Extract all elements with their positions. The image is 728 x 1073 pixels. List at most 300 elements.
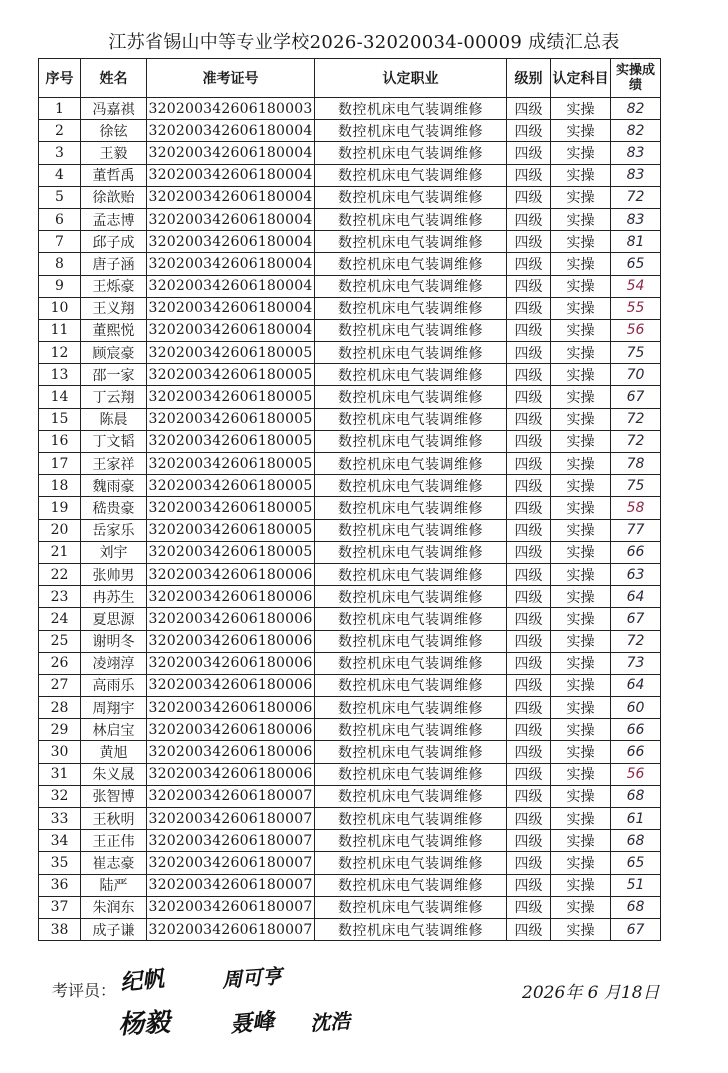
table-row — [39, 697, 661, 719]
cell-level: 四级 — [507, 608, 551, 630]
cell-occupation: 数控机床电气装调维修 — [315, 719, 507, 741]
table-row — [39, 453, 661, 475]
table-row — [39, 874, 661, 896]
cell-occupation: 数控机床电气装调维修 — [315, 785, 507, 807]
cell-occupation: 数控机床电气装调维修 — [315, 874, 507, 896]
cell-exam-no: 320200342606180006 — [147, 719, 315, 741]
cell-name: 王家祥 — [81, 453, 147, 475]
cell-occupation: 数控机床电气装调维修 — [315, 164, 507, 186]
table-row — [39, 808, 661, 830]
cell-score: 66 — [611, 741, 661, 763]
cell-name: 董哲禹 — [81, 164, 147, 186]
cell-occupation: 数控机床电气装调维修 — [315, 342, 507, 364]
cell-exam-no: 320200342606180005 — [147, 475, 315, 497]
table-row — [39, 674, 661, 696]
cell-score: 55 — [611, 297, 661, 319]
cell-name: 王义翔 — [81, 297, 147, 319]
cell-level: 四级 — [507, 874, 551, 896]
cell-exam-no: 320200342606180007 — [147, 918, 315, 940]
cell-subject: 实操 — [551, 342, 611, 364]
cell-subject: 实操 — [551, 297, 611, 319]
table-row — [39, 586, 661, 608]
cell-subject: 实操 — [551, 652, 611, 674]
cell-level: 四级 — [507, 142, 551, 164]
cell-score: 75 — [611, 342, 661, 364]
examiner-signature-3: 杨毅 — [117, 1007, 171, 1041]
cell-name: 徐歆贻 — [81, 186, 147, 208]
cell-name: 孟志博 — [81, 208, 147, 230]
header-level: 级别 — [507, 59, 551, 98]
table-body — [39, 98, 661, 941]
cell-seq: 9 — [39, 275, 81, 297]
cell-seq: 26 — [39, 652, 81, 674]
cell-level: 四级 — [507, 364, 551, 386]
table-row — [39, 186, 661, 208]
cell-exam-no: 320200342606180005 — [147, 430, 315, 452]
cell-seq: 1 — [39, 98, 81, 120]
cell-level: 四级 — [507, 896, 551, 918]
cell-score: 60 — [611, 697, 661, 719]
cell-occupation: 数控机床电气装调维修 — [315, 297, 507, 319]
cell-score: 78 — [611, 453, 661, 475]
cell-seq: 15 — [39, 408, 81, 430]
cell-seq: 30 — [39, 741, 81, 763]
cell-exam-no: 320200342606180007 — [147, 830, 315, 852]
cell-score: 83 — [611, 164, 661, 186]
cell-seq: 13 — [39, 364, 81, 386]
cell-occupation: 数控机床电气装调维修 — [315, 364, 507, 386]
cell-exam-no: 320200342606180006 — [147, 697, 315, 719]
cell-name: 魏雨豪 — [81, 475, 147, 497]
cell-subject: 实操 — [551, 830, 611, 852]
header-name: 姓名 — [81, 59, 147, 98]
table-row — [39, 896, 661, 918]
cell-exam-no: 320200342606180006 — [147, 630, 315, 652]
cell-name: 冯嘉祺 — [81, 98, 147, 120]
cell-exam-no: 320200342606180006 — [147, 763, 315, 785]
cell-exam-no: 320200342606180004 — [147, 297, 315, 319]
cell-name: 徐铉 — [81, 120, 147, 142]
cell-subject: 实操 — [551, 697, 611, 719]
cell-subject: 实操 — [551, 674, 611, 696]
cell-occupation: 数控机床电气装调维修 — [315, 142, 507, 164]
cell-score: 66 — [611, 541, 661, 563]
cell-occupation: 数控机床电气装调维修 — [315, 453, 507, 475]
table-row — [39, 563, 661, 585]
cell-score: 81 — [611, 231, 661, 253]
cell-name: 成子谦 — [81, 918, 147, 940]
cell-seq: 2 — [39, 120, 81, 142]
cell-occupation: 数控机床电气装调维修 — [315, 208, 507, 230]
table-row — [39, 364, 661, 386]
cell-level: 四级 — [507, 386, 551, 408]
cell-name: 董熙悦 — [81, 319, 147, 341]
cell-subject: 实操 — [551, 120, 611, 142]
cell-occupation: 数控机床电气装调维修 — [315, 231, 507, 253]
cell-score: 56 — [611, 763, 661, 785]
cell-subject: 实操 — [551, 186, 611, 208]
cell-exam-no: 320200342606180007 — [147, 785, 315, 807]
cell-level: 四级 — [507, 830, 551, 852]
cell-score: 72 — [611, 408, 661, 430]
cell-level: 四级 — [507, 408, 551, 430]
signing-date: 2026年 6 月18日 — [522, 983, 660, 1003]
cell-occupation: 数控机床电气装调维修 — [315, 852, 507, 874]
cell-occupation: 数控机床电气装调维修 — [315, 674, 507, 696]
cell-occupation: 数控机床电气装调维修 — [315, 120, 507, 142]
cell-exam-no: 320200342606180007 — [147, 896, 315, 918]
cell-occupation: 数控机床电气装调维修 — [315, 896, 507, 918]
cell-exam-no: 320200342606180006 — [147, 608, 315, 630]
cell-score: 83 — [611, 208, 661, 230]
table-row — [39, 652, 661, 674]
cell-level: 四级 — [507, 697, 551, 719]
table-row — [39, 918, 661, 940]
table-row — [39, 519, 661, 541]
cell-occupation: 数控机床电气装调维修 — [315, 319, 507, 341]
cell-exam-no: 320200342606180006 — [147, 586, 315, 608]
cell-exam-no: 320200342606180004 — [147, 164, 315, 186]
cell-name: 张帅男 — [81, 563, 147, 585]
cell-level: 四级 — [507, 453, 551, 475]
cell-occupation: 数控机床电气装调维修 — [315, 697, 507, 719]
cell-seq: 37 — [39, 896, 81, 918]
cell-level: 四级 — [507, 519, 551, 541]
cell-score: 66 — [611, 719, 661, 741]
cell-name: 夏思源 — [81, 608, 147, 630]
cell-occupation: 数控机床电气装调维修 — [315, 741, 507, 763]
cell-subject: 实操 — [551, 741, 611, 763]
cell-seq: 24 — [39, 608, 81, 630]
cell-level: 四级 — [507, 319, 551, 341]
header-seq: 序号 — [39, 59, 81, 98]
cell-seq: 31 — [39, 763, 81, 785]
cell-exam-no: 320200342606180005 — [147, 342, 315, 364]
table-header-row — [39, 59, 661, 98]
cell-score: 82 — [611, 120, 661, 142]
cell-occupation: 数控机床电气装调维修 — [315, 475, 507, 497]
cell-level: 四级 — [507, 630, 551, 652]
cell-subject: 实操 — [551, 785, 611, 807]
cell-subject: 实操 — [551, 319, 611, 341]
cell-score: 61 — [611, 808, 661, 830]
cell-name: 刘宇 — [81, 541, 147, 563]
cell-score: 56 — [611, 319, 661, 341]
cell-score: 58 — [611, 497, 661, 519]
cell-score: 65 — [611, 852, 661, 874]
cell-name: 王正伟 — [81, 830, 147, 852]
cell-name: 嵇贵豪 — [81, 497, 147, 519]
cell-exam-no: 320200342606180004 — [147, 120, 315, 142]
cell-occupation: 数控机床电气装调维修 — [315, 253, 507, 275]
cell-occupation: 数控机床电气装调维修 — [315, 186, 507, 208]
cell-name: 谢明冬 — [81, 630, 147, 652]
cell-exam-no: 320200342606180006 — [147, 741, 315, 763]
table-row — [39, 430, 661, 452]
cell-score: 51 — [611, 874, 661, 896]
cell-subject: 实操 — [551, 608, 611, 630]
cell-occupation: 数控机床电气装调维修 — [315, 497, 507, 519]
table-row — [39, 231, 661, 253]
header-score: 实操成绩 — [611, 59, 661, 98]
cell-level: 四级 — [507, 120, 551, 142]
cell-name: 王烁豪 — [81, 275, 147, 297]
cell-score: 72 — [611, 186, 661, 208]
cell-subject: 实操 — [551, 231, 611, 253]
cell-level: 四级 — [507, 164, 551, 186]
cell-occupation: 数控机床电气装调维修 — [315, 275, 507, 297]
cell-name: 陈晨 — [81, 408, 147, 430]
cell-seq: 22 — [39, 563, 81, 585]
cell-subject: 实操 — [551, 586, 611, 608]
cell-subject: 实操 — [551, 408, 611, 430]
table-row — [39, 630, 661, 652]
cell-seq: 5 — [39, 186, 81, 208]
cell-exam-no: 320200342606180005 — [147, 519, 315, 541]
cell-name: 凌翊淳 — [81, 652, 147, 674]
cell-exam-no: 320200342606180005 — [147, 541, 315, 563]
cell-level: 四级 — [507, 253, 551, 275]
cell-seq: 12 — [39, 342, 81, 364]
cell-name: 邵一家 — [81, 364, 147, 386]
cell-occupation: 数控机床电气装调维修 — [315, 808, 507, 830]
cell-seq: 32 — [39, 785, 81, 807]
cell-score: 75 — [611, 475, 661, 497]
table-row — [39, 253, 661, 275]
cell-exam-no: 320200342606180003 — [147, 98, 315, 120]
examiner-signature-4: 聂峰 — [229, 1009, 276, 1038]
cell-name: 邱子成 — [81, 231, 147, 253]
examiner-signature-2: 周可亨 — [221, 963, 283, 993]
examiner-signature-1: 纪帆 — [119, 966, 166, 997]
cell-score: 67 — [611, 386, 661, 408]
cell-seq: 6 — [39, 208, 81, 230]
cell-subject: 实操 — [551, 519, 611, 541]
cell-subject: 实操 — [551, 852, 611, 874]
cell-level: 四级 — [507, 541, 551, 563]
table-row — [39, 475, 661, 497]
cell-subject: 实操 — [551, 630, 611, 652]
cell-name: 张智博 — [81, 785, 147, 807]
table-row — [39, 275, 661, 297]
cell-subject: 实操 — [551, 453, 611, 475]
cell-subject: 实操 — [551, 430, 611, 452]
cell-score: 63 — [611, 563, 661, 585]
cell-score: 64 — [611, 674, 661, 696]
cell-subject: 实操 — [551, 874, 611, 896]
cell-name: 崔志豪 — [81, 852, 147, 874]
cell-score: 68 — [611, 785, 661, 807]
cell-exam-no: 320200342606180004 — [147, 142, 315, 164]
cell-occupation: 数控机床电气装调维修 — [315, 830, 507, 852]
cell-exam-no: 320200342606180004 — [147, 231, 315, 253]
cell-seq: 21 — [39, 541, 81, 563]
cell-level: 四级 — [507, 430, 551, 452]
table-row — [39, 208, 661, 230]
cell-level: 四级 — [507, 586, 551, 608]
table-row — [39, 719, 661, 741]
cell-name: 周翔宇 — [81, 697, 147, 719]
table-row — [39, 763, 661, 785]
cell-name: 丁云翔 — [81, 386, 147, 408]
table-row — [39, 98, 661, 120]
cell-seq: 33 — [39, 808, 81, 830]
table-row — [39, 497, 661, 519]
cell-subject: 实操 — [551, 253, 611, 275]
cell-seq: 20 — [39, 519, 81, 541]
cell-occupation: 数控机床电气装调维修 — [315, 519, 507, 541]
cell-occupation: 数控机床电气装调维修 — [315, 541, 507, 563]
cell-score: 64 — [611, 586, 661, 608]
cell-seq: 3 — [39, 142, 81, 164]
cell-name: 朱润东 — [81, 896, 147, 918]
cell-subject: 实操 — [551, 142, 611, 164]
cell-seq: 10 — [39, 297, 81, 319]
cell-subject: 实操 — [551, 563, 611, 585]
cell-name: 丁文韬 — [81, 430, 147, 452]
cell-seq: 14 — [39, 386, 81, 408]
cell-subject: 实操 — [551, 918, 611, 940]
cell-seq: 8 — [39, 253, 81, 275]
cell-exam-no: 320200342606180004 — [147, 208, 315, 230]
cell-exam-no: 320200342606180006 — [147, 563, 315, 585]
cell-seq: 34 — [39, 830, 81, 852]
table-row — [39, 120, 661, 142]
cell-level: 四级 — [507, 719, 551, 741]
table-row — [39, 785, 661, 807]
cell-exam-no: 320200342606180007 — [147, 852, 315, 874]
table-row — [39, 408, 661, 430]
cell-occupation: 数控机床电气装调维修 — [315, 652, 507, 674]
cell-level: 四级 — [507, 785, 551, 807]
cell-subject: 实操 — [551, 275, 611, 297]
cell-subject: 实操 — [551, 475, 611, 497]
cell-exam-no: 320200342606180004 — [147, 253, 315, 275]
cell-score: 72 — [611, 630, 661, 652]
examiner-signature-5: 沈浩 — [309, 1008, 351, 1036]
cell-occupation: 数控机床电气装调维修 — [315, 408, 507, 430]
table-row — [39, 297, 661, 319]
cell-occupation: 数控机床电气装调维修 — [315, 608, 507, 630]
cell-exam-no: 320200342606180007 — [147, 874, 315, 896]
cell-exam-no: 320200342606180005 — [147, 453, 315, 475]
table-row — [39, 142, 661, 164]
cell-score: 82 — [611, 98, 661, 120]
header-occupation: 认定职业 — [315, 59, 507, 98]
cell-level: 四级 — [507, 98, 551, 120]
cell-level: 四级 — [507, 852, 551, 874]
cell-name: 王毅 — [81, 142, 147, 164]
cell-seq: 17 — [39, 453, 81, 475]
cell-name: 林启宝 — [81, 719, 147, 741]
cell-name: 岳家乐 — [81, 519, 147, 541]
cell-score: 72 — [611, 430, 661, 452]
cell-score: 68 — [611, 830, 661, 852]
cell-seq: 16 — [39, 430, 81, 452]
cell-level: 四级 — [507, 342, 551, 364]
cell-subject: 实操 — [551, 896, 611, 918]
cell-score: 70 — [611, 364, 661, 386]
grade-summary-table — [38, 58, 661, 941]
cell-level: 四级 — [507, 208, 551, 230]
cell-level: 四级 — [507, 563, 551, 585]
cell-score: 77 — [611, 519, 661, 541]
cell-occupation: 数控机床电气装调维修 — [315, 630, 507, 652]
cell-name: 王秋明 — [81, 808, 147, 830]
table-row — [39, 342, 661, 364]
cell-score: 83 — [611, 142, 661, 164]
cell-exam-no: 320200342606180007 — [147, 808, 315, 830]
cell-subject: 实操 — [551, 808, 611, 830]
cell-name: 黄旭 — [81, 741, 147, 763]
cell-occupation: 数控机床电气装调维修 — [315, 918, 507, 940]
table-row — [39, 386, 661, 408]
cell-seq: 18 — [39, 475, 81, 497]
cell-score: 67 — [611, 918, 661, 940]
cell-seq: 4 — [39, 164, 81, 186]
cell-level: 四级 — [507, 652, 551, 674]
cell-score: 54 — [611, 275, 661, 297]
cell-subject: 实操 — [551, 208, 611, 230]
cell-level: 四级 — [507, 497, 551, 519]
cell-seq: 35 — [39, 852, 81, 874]
cell-exam-no: 320200342606180005 — [147, 364, 315, 386]
cell-exam-no: 320200342606180005 — [147, 386, 315, 408]
cell-level: 四级 — [507, 275, 551, 297]
cell-exam-no: 320200342606180005 — [147, 497, 315, 519]
cell-subject: 实操 — [551, 541, 611, 563]
cell-exam-no: 320200342606180006 — [147, 674, 315, 696]
cell-score: 67 — [611, 608, 661, 630]
table-row — [39, 741, 661, 763]
cell-seq: 23 — [39, 586, 81, 608]
table-row — [39, 852, 661, 874]
cell-seq: 27 — [39, 674, 81, 696]
cell-seq: 38 — [39, 918, 81, 940]
cell-level: 四级 — [507, 918, 551, 940]
cell-subject: 实操 — [551, 164, 611, 186]
table-row — [39, 319, 661, 341]
examiner-label: 考评员： — [52, 981, 117, 1000]
cell-seq: 28 — [39, 697, 81, 719]
table-row — [39, 608, 661, 630]
cell-name: 冉苏生 — [81, 586, 147, 608]
cell-seq: 29 — [39, 719, 81, 741]
table-row — [39, 541, 661, 563]
cell-seq: 11 — [39, 319, 81, 341]
cell-exam-no: 320200342606180006 — [147, 652, 315, 674]
cell-subject: 实操 — [551, 98, 611, 120]
cell-subject: 实操 — [551, 386, 611, 408]
cell-score: 65 — [611, 253, 661, 275]
cell-level: 四级 — [507, 186, 551, 208]
cell-level: 四级 — [507, 674, 551, 696]
cell-subject: 实操 — [551, 763, 611, 785]
cell-name: 顾宸豪 — [81, 342, 147, 364]
table-row — [39, 164, 661, 186]
cell-exam-no: 320200342606180005 — [147, 408, 315, 430]
cell-seq: 36 — [39, 874, 81, 896]
cell-seq: 7 — [39, 231, 81, 253]
cell-subject: 实操 — [551, 497, 611, 519]
cell-level: 四级 — [507, 231, 551, 253]
cell-level: 四级 — [507, 808, 551, 830]
header-exam-no: 准考证号 — [147, 59, 315, 98]
page-title: 江苏省锡山中等专业学校2026-32020034-00009 成绩汇总表 — [108, 32, 620, 53]
cell-name: 唐子涵 — [81, 253, 147, 275]
cell-occupation: 数控机床电气装调维修 — [315, 586, 507, 608]
cell-name: 陆严 — [81, 874, 147, 896]
